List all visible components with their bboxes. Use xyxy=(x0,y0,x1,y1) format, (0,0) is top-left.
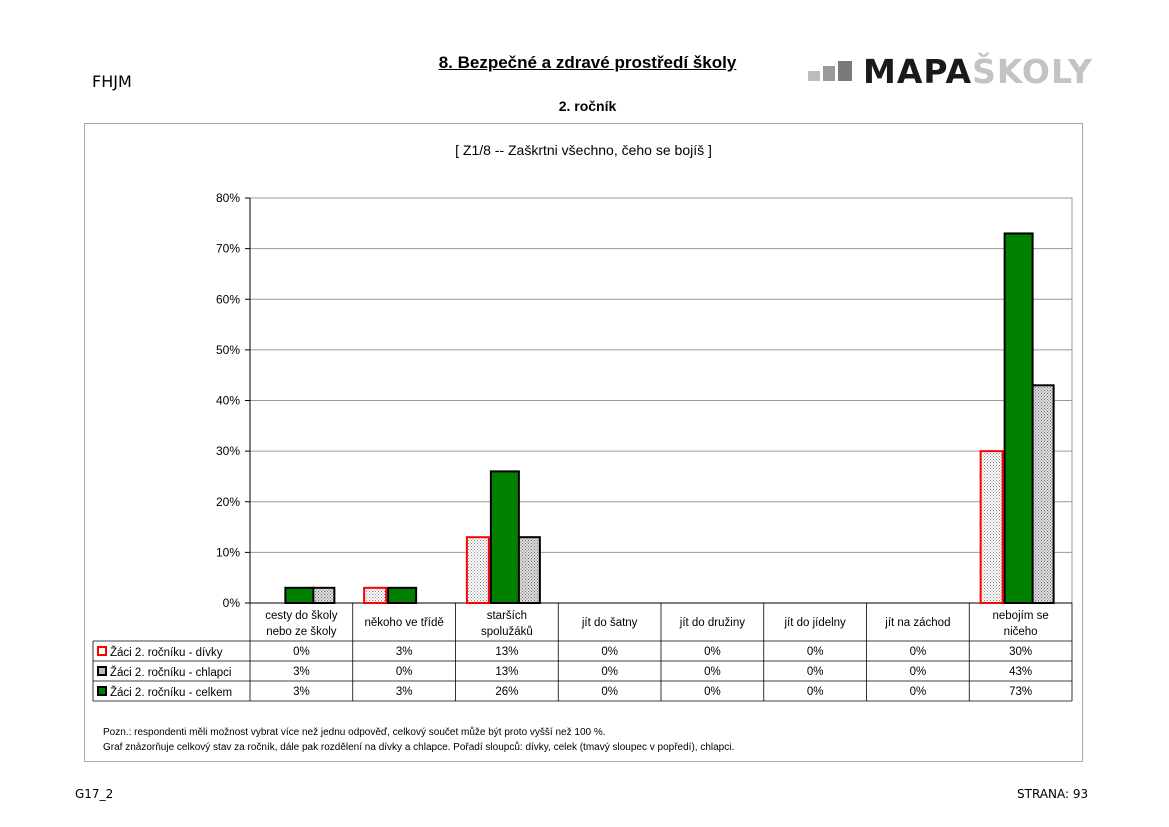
data-label: 0% xyxy=(909,666,927,678)
school-code: FHJM xyxy=(92,72,132,91)
data-table xyxy=(93,603,1072,701)
bar-celkem xyxy=(1005,233,1033,603)
data-label: 43% xyxy=(1009,666,1033,678)
data-label: 0% xyxy=(601,686,618,698)
y-tick-label: 80% xyxy=(215,191,240,205)
footer-code: G17_2 xyxy=(75,787,114,801)
data-label: 3% xyxy=(293,686,310,698)
logo-text-dark: MAPA xyxy=(863,52,973,91)
data-label: 13% xyxy=(495,666,519,678)
data-label: 13% xyxy=(495,646,519,658)
bar-divky xyxy=(364,588,386,603)
category-label: spolužáků xyxy=(480,626,533,638)
data-label: 0% xyxy=(601,646,618,658)
category-label: nebojím se xyxy=(992,610,1049,622)
category-label: cesty do školy xyxy=(265,610,338,622)
category-label: jít do jídelny xyxy=(784,617,846,629)
data-label: 3% xyxy=(293,666,310,678)
category-label: starších xyxy=(486,610,528,622)
data-label: 0% xyxy=(909,646,927,658)
data-label: 0% xyxy=(806,666,824,678)
page-title: 8. Bezpečné a zdravé prostředí školy xyxy=(438,53,737,72)
grade-subtitle: 2. ročník xyxy=(558,98,617,114)
bar-divky xyxy=(467,537,489,603)
data-label: 73% xyxy=(1009,686,1033,698)
footnote-line-1: Pozn.: respondenti měli možnost vybrat více než jednu odpověď, celkový součet může být proto vyšší než 100 %. xyxy=(103,727,606,738)
bar-chlapci xyxy=(1032,385,1054,603)
data-label: 0% xyxy=(601,666,618,678)
y-tick-label: 10% xyxy=(215,545,240,560)
y-tick-label: 20% xyxy=(215,494,240,509)
grid-layer xyxy=(216,191,1072,610)
legend-label: Žáci 2. ročníku - chlapci xyxy=(110,667,232,679)
legend-label: Žáci 2. ročníku - celkem xyxy=(110,687,233,699)
category-label: ničeho xyxy=(1003,626,1038,638)
logo-text-light: ŠKOLY xyxy=(972,52,1093,91)
legend-key xyxy=(98,647,106,655)
data-label: 3% xyxy=(395,686,413,698)
category-label: jít do družiny xyxy=(679,617,745,629)
category-label: nebo ze školy xyxy=(266,626,337,638)
footnote xyxy=(103,725,734,755)
data-label: 0% xyxy=(704,666,721,678)
category-label: jít na záchod xyxy=(885,617,951,629)
data-label: 0% xyxy=(704,686,721,698)
category-label: jít do šatny xyxy=(581,617,638,629)
bar-divky xyxy=(981,451,1003,603)
y-tick-label: 0% xyxy=(222,596,240,610)
data-label: 0% xyxy=(806,686,824,698)
data-label: 30% xyxy=(1009,646,1033,658)
data-label: 0% xyxy=(395,666,413,678)
data-label: 0% xyxy=(909,686,927,698)
legend-key xyxy=(98,667,106,675)
bar-chlapci xyxy=(518,537,540,603)
category-label: někoho ve třídě xyxy=(364,617,444,629)
chart-title: [ Z1/8 -- Zaškrtni všechno, čeho se bojíš ] xyxy=(455,142,712,158)
legend-label: Žáci 2. ročníku - dívky xyxy=(110,647,223,659)
data-label: 0% xyxy=(704,646,721,658)
y-tick-label: 50% xyxy=(215,342,240,357)
data-label: 3% xyxy=(395,646,413,658)
y-tick-label: 70% xyxy=(215,241,240,256)
bar-celkem xyxy=(491,471,519,603)
bar-celkem xyxy=(285,588,313,603)
footnote-line-2: Graf znázorňuje celkový stav za ročník, dále pak rozdělení na dívky a chlapce. Pořadí sloupců: dívky, celek (tmavý sloupec v popředí), chlapci. xyxy=(103,742,735,753)
data-label: 26% xyxy=(495,686,519,698)
data-label: 0% xyxy=(806,646,824,658)
page-number: STRANA: 93 xyxy=(1017,787,1089,801)
y-tick-label: 40% xyxy=(215,393,240,408)
bar-celkem xyxy=(388,588,416,603)
bar-chlapci xyxy=(312,588,334,603)
data-label: 0% xyxy=(293,646,310,658)
y-tick-label: 60% xyxy=(215,292,240,307)
y-tick-label: 30% xyxy=(215,444,240,459)
legend-key xyxy=(98,687,106,695)
